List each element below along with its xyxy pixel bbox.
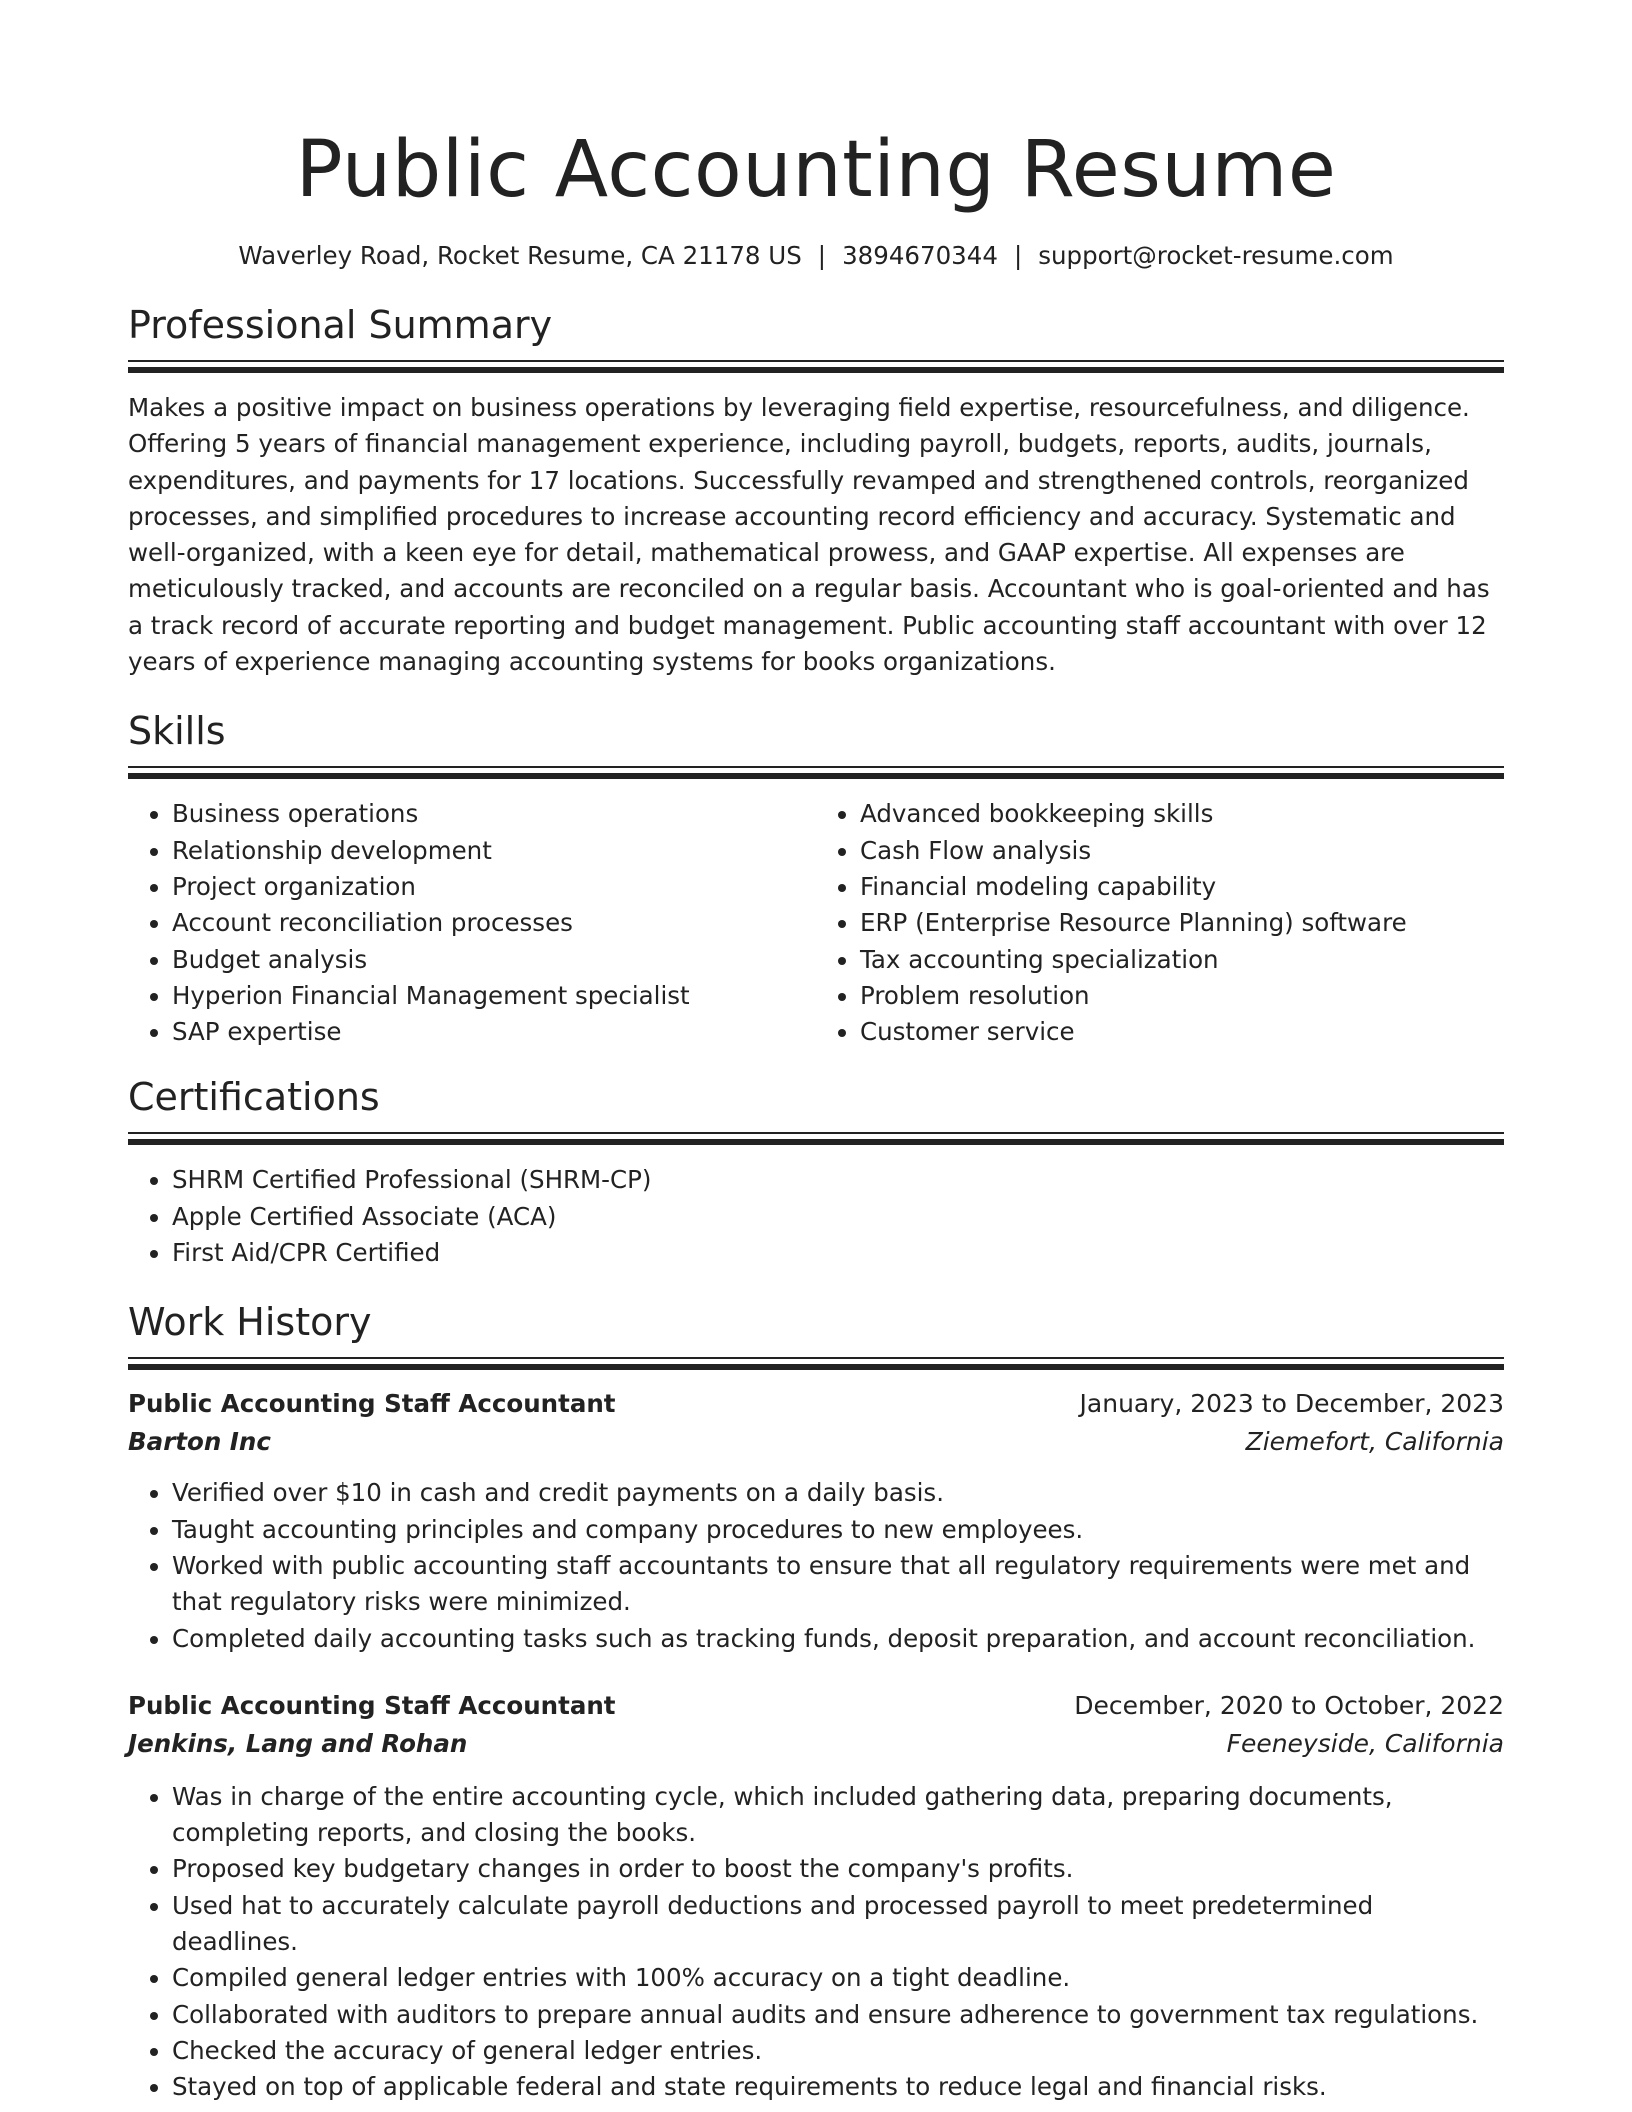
job-bullets: [128, 1475, 1504, 1656]
skill-item: • Relationship development: [172, 833, 816, 869]
job-bullet: • Proposed key budgetary changes in order to boost the company's profits.: [172, 1851, 1504, 1887]
job-bullets: [128, 1779, 1504, 2106]
summary-section: [128, 300, 1504, 680]
certifications-list: [128, 1162, 1504, 1271]
work-section: [128, 1297, 1504, 2105]
skills-heading: Skills: [128, 709, 226, 754]
skills-list-right: [816, 796, 1504, 1050]
skills-list-left: [128, 796, 816, 1050]
certifications-heading: Certifications: [128, 1075, 380, 1120]
skill-item: • Financial modeling capability: [860, 869, 1504, 905]
contact-separator: |: [817, 241, 827, 270]
job-entry: [128, 1687, 1504, 2106]
job-header: [128, 1385, 1504, 1423]
contact-line: [128, 238, 1504, 274]
section-divider: [128, 766, 1504, 780]
contact-phone: 3894670344: [842, 241, 998, 270]
skill-item: • Advanced bookkeeping skills: [860, 796, 1504, 832]
contact-email: support@rocket-resume.com: [1038, 241, 1394, 270]
certification-item: • Apple Certified Associate (ACA): [172, 1199, 1504, 1235]
summary-heading: Professional Summary: [128, 303, 553, 347]
job-bullet: • Completed daily accounting tasks such as tracking funds, deposit preparation, and account reconciliation.: [172, 1621, 1504, 1657]
job-company: Jenkins, Lang and Rohan: [128, 1728, 468, 1758]
job-entry: [128, 1385, 1504, 1656]
skill-item: • Hyperion Financial Management specialist: [172, 978, 816, 1014]
work-heading: Work History: [128, 1300, 372, 1345]
certifications-section: [128, 1072, 1504, 1271]
resume-title: Public Accounting Resume: [295, 125, 1337, 215]
job-subheader: [128, 1725, 1504, 1763]
job-title: Public Accounting Staff Accountant: [128, 1690, 616, 1720]
skills-section: [128, 706, 1504, 1050]
certification-item: • First Aid/CPR Certified: [172, 1235, 1504, 1271]
job-bullet: • Worked with public accounting staff accountants to ensure that all regulatory requirements were met and that regulatory risks were minimized.: [172, 1548, 1504, 1621]
job-bullet: • Used hat to accurately calculate payroll deductions and processed payroll to meet predetermined deadlines.: [172, 1888, 1504, 1961]
skill-item: • Tax accounting specialization: [860, 942, 1504, 978]
job-bullet: • Checked the accuracy of general ledger entries.: [172, 2033, 1504, 2069]
section-divider: [128, 1357, 1504, 1371]
job-bullet: • Verified over $10 in cash and credit payments on a daily basis.: [172, 1475, 1504, 1511]
skill-item: • Business operations: [172, 796, 816, 832]
skill-item: • SAP expertise: [172, 1014, 816, 1050]
job-location: Ziemefort, California: [1245, 1427, 1504, 1457]
certification-item: • SHRM Certified Professional (SHRM-CP): [172, 1162, 1504, 1198]
job-subheader: [128, 1423, 1504, 1461]
job-bullet: • Taught accounting principles and company procedures to new employees.: [172, 1512, 1504, 1548]
section-divider: [128, 360, 1504, 374]
skill-item: • Budget analysis: [172, 942, 816, 978]
job-bullet: • Compiled general ledger entries with 100% accuracy on a tight deadline.: [172, 1960, 1504, 1996]
skill-item: • Customer service: [860, 1014, 1504, 1050]
job-location: Feeneyside, California: [1226, 1728, 1504, 1758]
job-dates: January, 2023 to December, 2023: [1079, 1389, 1504, 1419]
section-divider: [128, 1132, 1504, 1146]
skills-columns: [128, 796, 1504, 1050]
skill-item: • Problem resolution: [860, 978, 1504, 1014]
skill-item: • Account reconciliation processes: [172, 905, 816, 941]
skill-item: • Cash Flow analysis: [860, 833, 1504, 869]
job-company: Barton Inc: [128, 1427, 271, 1457]
job-title: Public Accounting Staff Accountant: [128, 1389, 616, 1419]
summary-text: Makes a positive impact on business operations by leveraging field expertise, resourcefulness, and diligence. Offering 5 years of financial management experience, including payroll, budgets, reports, audits, journals, expenditures, and payments for 17 locations. Successfully revamped and strengthened controls, reorganized processes, and simplified procedures to increase accounting record efficiency and accuracy. Systematic and well-organized, with a keen eye for detail, mathematical prowess, and GAAP expertise. All expenses are meticulously tracked, and accounts are reconciled on a regular basis. Accountant who is goal-oriented and has a track record of accurate reporting and budget management. Public accounting staff accountant with over 12 years of experience managing accounting systems for books organizations.: [128, 393, 1490, 677]
job-bullet: • Collaborated with auditors to prepare annual audits and ensure adherence to government tax regulations.: [172, 1997, 1504, 2033]
job-bullet: • Stayed on top of applicable federal and state requirements to reduce legal and financial risks.: [172, 2069, 1504, 2105]
job-dates: December, 2020 to October, 2022: [1074, 1690, 1504, 1720]
job-header: [128, 1687, 1504, 1725]
skill-item: • Project organization: [172, 869, 816, 905]
job-bullet: • Was in charge of the entire accounting cycle, which included gathering data, preparing documents, completing reports, and closing the books.: [172, 1779, 1504, 1852]
contact-address: Waverley Road, Rocket Resume, CA 21178 US: [238, 241, 802, 270]
contact-separator: |: [1013, 241, 1023, 270]
skill-item: • ERP (Enterprise Resource Planning) software: [860, 905, 1504, 941]
